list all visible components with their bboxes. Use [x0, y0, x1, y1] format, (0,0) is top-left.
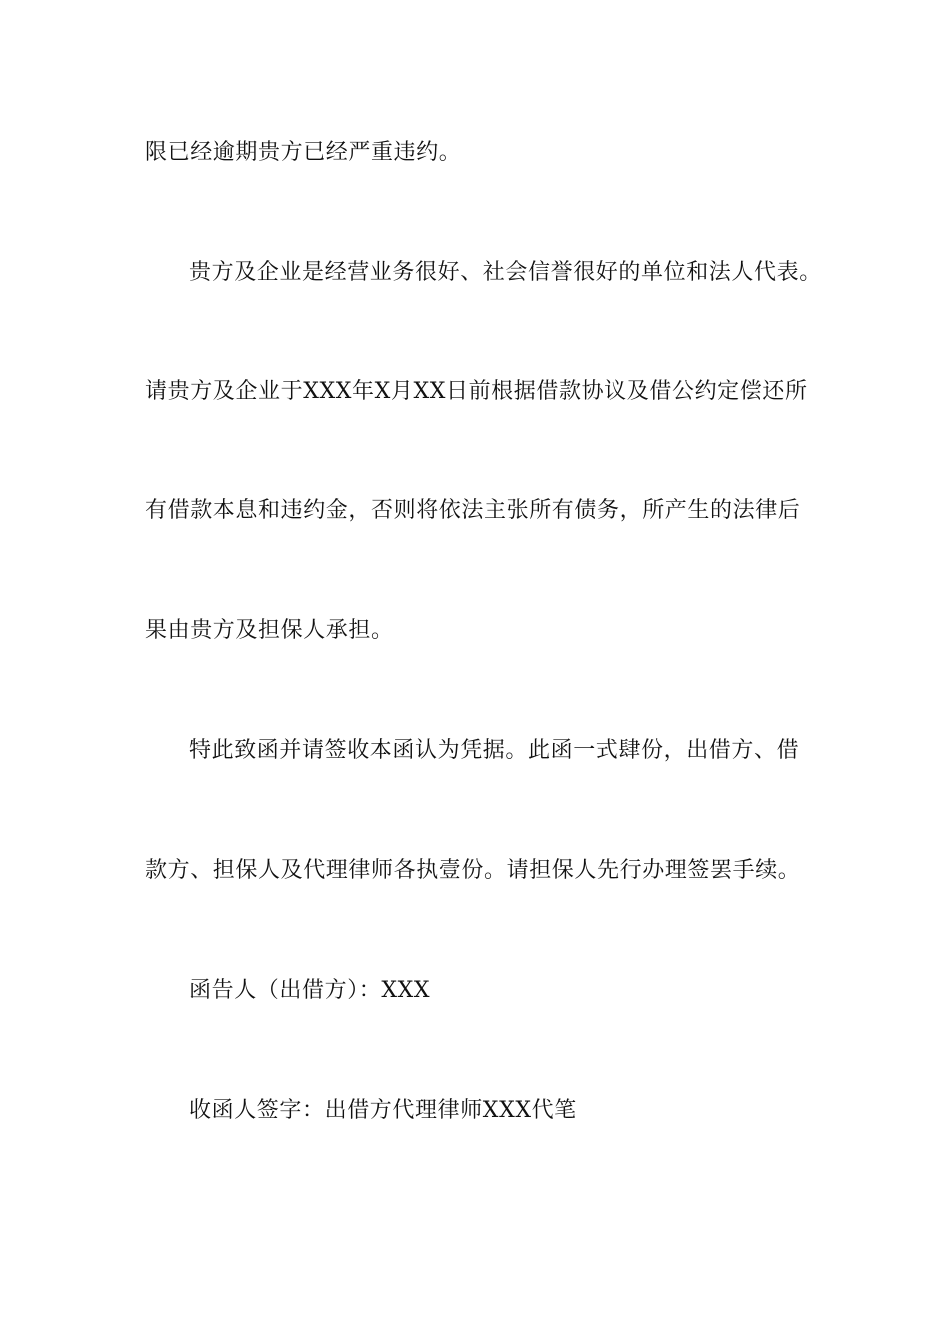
- body-line-6: 特此致函并请签收本函认为凭据。此函一式肆份，出借方、借: [189, 738, 800, 763]
- sender-line: 函告人（出借方）：XXX: [189, 978, 431, 1003]
- body-line-7: 款方、担保人及代理律师各执壹份。请担保人先行办理签罢手续。: [145, 858, 801, 883]
- body-line-5: 果由贵方及担保人承担。: [145, 618, 394, 643]
- body-line-1: 限已经逾期贵方已经严重违约。: [145, 140, 462, 165]
- body-line-2: 贵方及企业是经营业务很好、社会信誉很好的单位和法人代表。: [189, 260, 822, 285]
- recipient-signature-line: 收函人签字：出借方代理律师XXX代笔: [189, 1098, 577, 1123]
- body-line-4: 有借款本息和违约金，否则将依法主张所有债务，所产生的法律后: [145, 498, 801, 523]
- body-line-3: 请贵方及企业于XXX年X月XX日前根据借款协议及借公约定偿还所: [145, 379, 808, 404]
